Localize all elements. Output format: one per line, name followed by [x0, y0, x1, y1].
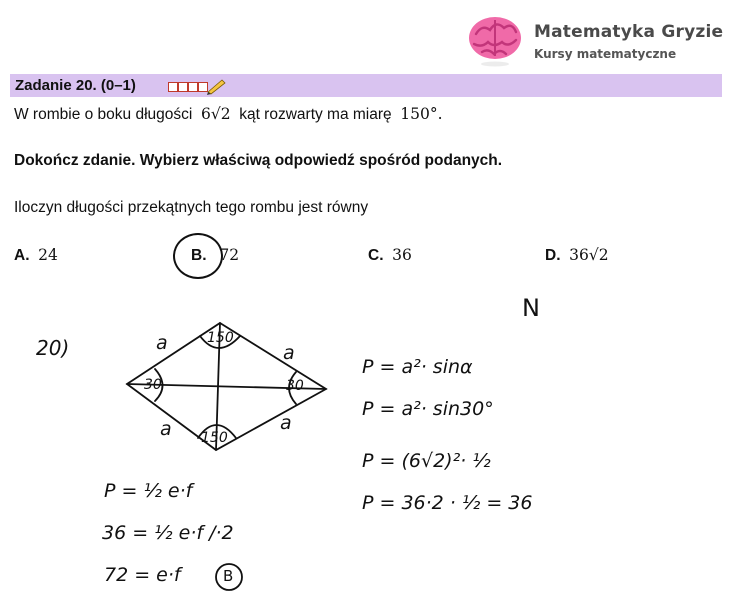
- calc-right-line: P = a²· sin30°: [362, 398, 494, 420]
- side-label: a: [280, 412, 292, 434]
- answer-letter: C.: [368, 247, 384, 264]
- question: Iloczyn długości przekątnych tego rombu jest równy: [14, 199, 369, 216]
- task-number-note: 20): [36, 336, 70, 360]
- calc-left-line: 72 = e·f: [104, 564, 181, 586]
- instruction: Dokończ zdanie. Wybierz właściwą odpowiedź spośród podanych.: [14, 152, 503, 169]
- answer-value: 36: [392, 246, 412, 264]
- answer-letter: A.: [14, 247, 30, 264]
- answer-letter: B.: [191, 247, 207, 264]
- brand-tagline: Kursy matematyczne: [534, 47, 677, 61]
- answer-value: 72: [219, 246, 240, 264]
- problem-prefix: W rombie o boku długości: [14, 106, 193, 123]
- brand-name: Matematyka Gryzie: [534, 22, 724, 42]
- angle-label-bottom: 150: [201, 430, 228, 446]
- angle-label-top: 150: [207, 330, 234, 346]
- problem-middle: kąt rozwarty ma miarę: [239, 106, 392, 123]
- task-title: Zadanie 20. (0–1): [15, 77, 136, 94]
- side-length: 6√2: [200, 105, 231, 123]
- calc-left-line: P = ½ e·f: [104, 480, 193, 502]
- grade-mark: N: [522, 294, 540, 322]
- answer-value: 24: [38, 246, 58, 264]
- obtuse-angle: 150°.: [400, 105, 443, 123]
- angle-label-left: 30: [144, 377, 162, 393]
- calc-right-line: P = (6√2)²· ½: [362, 450, 491, 472]
- calc-left-line: 36 = ½ e·f /·2: [102, 522, 234, 544]
- calc-right-line: P = 36·2 · ½ = 36: [362, 492, 533, 514]
- side-label: a: [283, 342, 295, 364]
- final-answer-mark: B: [223, 567, 234, 585]
- answer-value: 36√2: [569, 246, 609, 264]
- answer-letter: D.: [545, 247, 561, 264]
- side-label: a: [156, 332, 168, 354]
- side-label: a: [160, 418, 172, 440]
- angle-label-right: 30: [286, 378, 304, 394]
- calc-right-line: P = a²· sinα: [362, 356, 473, 378]
